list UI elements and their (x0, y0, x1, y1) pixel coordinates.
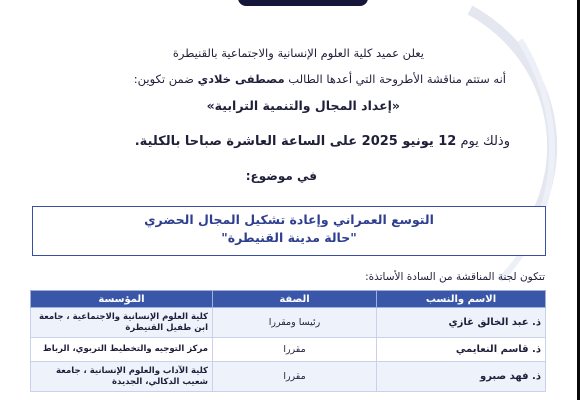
announcement-line-2 (134, 71, 506, 87)
header-decoration (238, 0, 368, 6)
student-name: مصطفى خلادي (197, 72, 285, 86)
table-row (31, 338, 546, 362)
committee-table (30, 290, 546, 392)
member-institution: كلية العلوم الإنسانية والاجتماعية ، جامعة ابن طفيل القنيطرة (31, 308, 213, 338)
topic-title: التوسع العمراني وإعادة تشكيل المجال الحضري (144, 212, 434, 227)
announcement-line-4-post: على الساعة العاشرة صباحا بالكلية. (134, 134, 362, 149)
announcement-line-4-pre: وذلك يوم (456, 134, 510, 149)
topic-label: في موضوع: (245, 169, 317, 183)
committee-intro: تتكون لجنة المناقشة من السادة الأساتذة: (365, 271, 545, 283)
member-role: مقررا (213, 362, 377, 392)
table-row (31, 308, 546, 338)
header-institution: المؤسسة (31, 291, 213, 308)
topic-box (32, 206, 546, 256)
member-name: ذ. فهد صبرو (377, 362, 546, 392)
member-institution: كلية الآداب والعلوم الإنسانية ، جامعة شعيب الدكالي، الجديدة (31, 362, 213, 392)
announcement-line-2-pre: أنه ستتم مناقشة الأطروحة التي أعدها الطالب (284, 72, 506, 86)
defense-date: 12 يونيو 2025 (361, 134, 457, 149)
member-institution: مركز التوجيه والتخطيط التربوي، الرباط (31, 338, 213, 362)
member-name: ذ. عبد الخالق غازي (377, 308, 546, 338)
announcement-line-1: يعلن عميد كلية العلوم الإنسانية والاجتماعية بالقنيطرة (172, 46, 424, 60)
program-name: «إعداد المجال والتنمية الترابية» (206, 98, 400, 113)
committee-header-row (31, 291, 546, 308)
announcement-line-2-post: ضمن تكوين: (133, 72, 198, 86)
header-name: الاسم والنسب (377, 291, 546, 308)
member-role: مقررا (213, 338, 377, 362)
topic-subtitle: "حالة مدينة القنيطرة" (221, 230, 357, 245)
table-row (31, 362, 546, 392)
announcement-line-4 (135, 134, 510, 150)
header-role: الصفة (213, 291, 377, 308)
member-name: ذ. قاسم النعايمي (377, 338, 546, 362)
member-role: رئيسا ومقررا (213, 308, 377, 338)
